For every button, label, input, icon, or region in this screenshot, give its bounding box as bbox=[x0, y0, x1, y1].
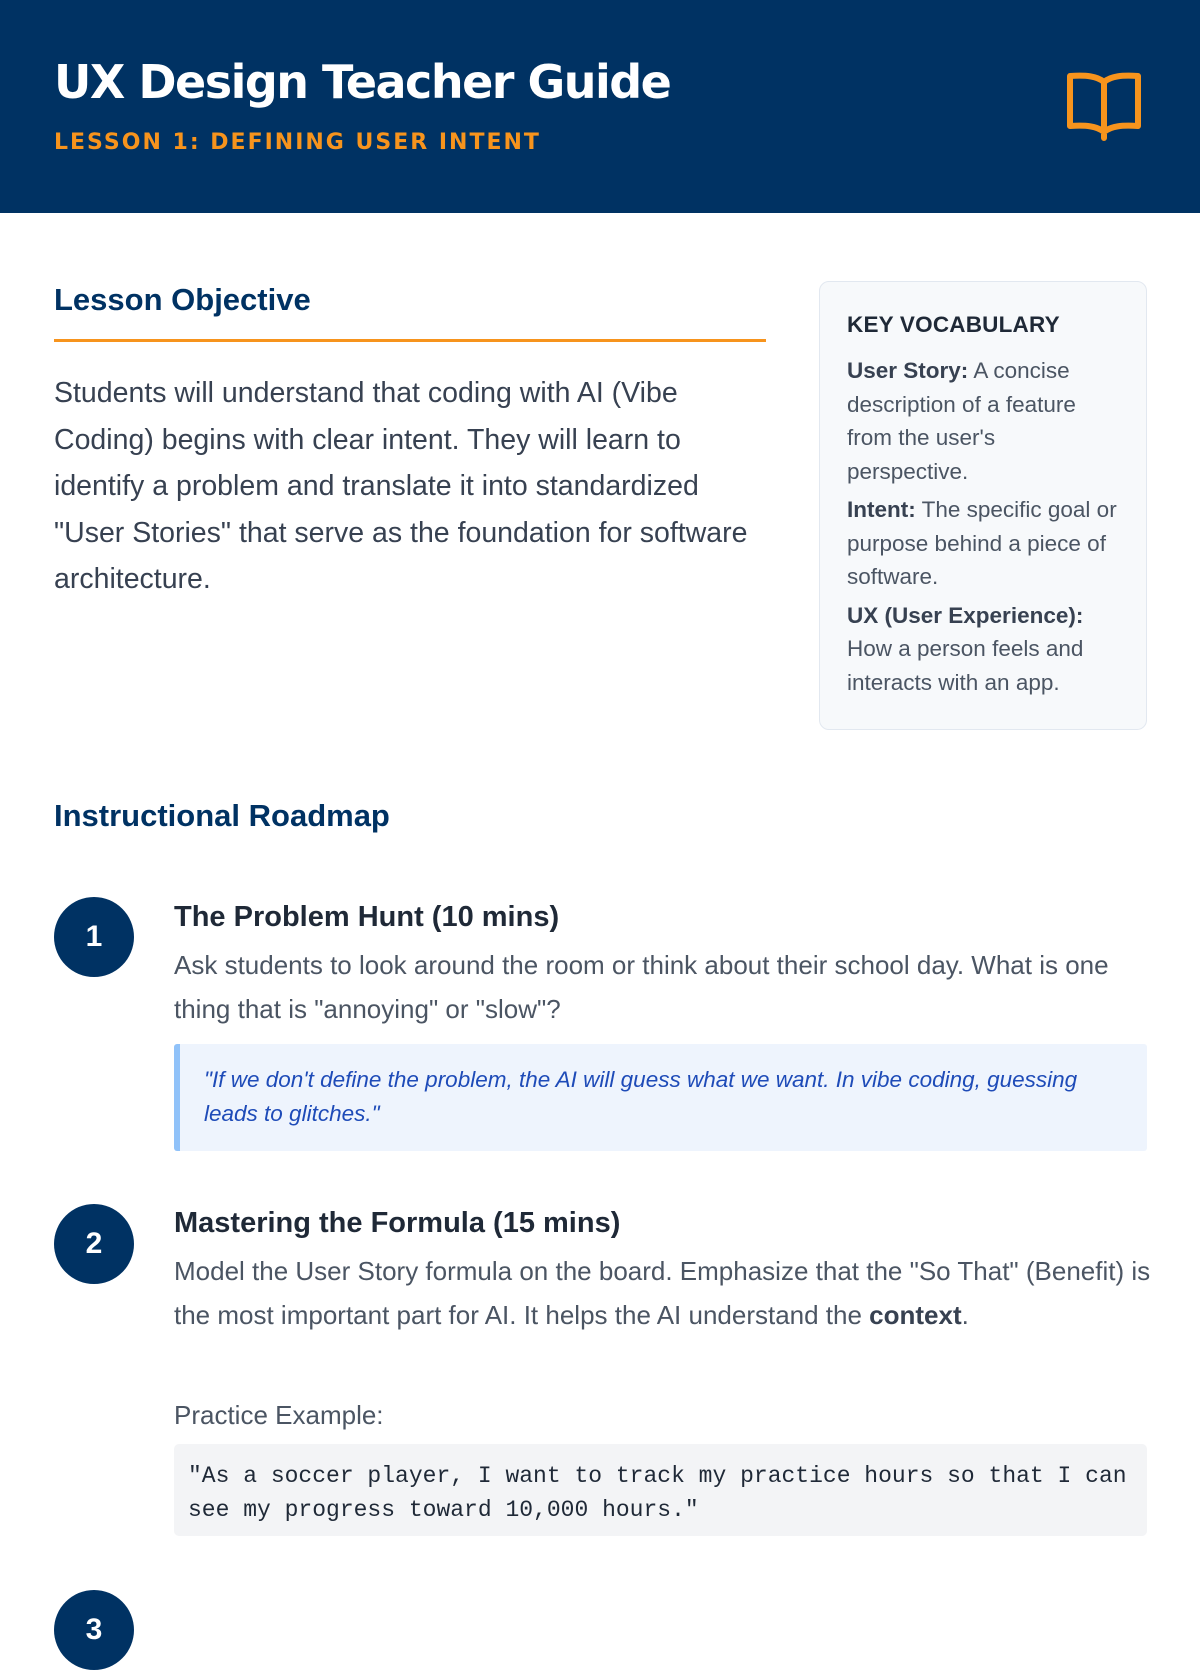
step-description-text: Model the User Story formula on the board. Emphasize that the "So That" (Benefit) is the most important part for AI. It helps the AI understand the bbox=[174, 1256, 1151, 1330]
practice-example-code: "As a soccer player, I want to track my practice hours so that I can see my progress toward 10,000 hours." bbox=[174, 1444, 1147, 1536]
step-description-text: . bbox=[961, 1299, 969, 1330]
step-title: Mastering the Formula (15 mins) bbox=[174, 1207, 621, 1239]
page-title: UX Design Teacher Guide bbox=[54, 55, 671, 109]
objective-text: Students will understand that coding with AI (Vibe Coding) begins with clear intent. They will learn to identify a problem and translate it into standardized "User Stories" that serve as the foundation for software architecture. bbox=[54, 377, 748, 595]
step-description-emphasis: context bbox=[869, 1299, 962, 1330]
step-description: Ask students to look around the room or think about their school day. What is one thing that is "annoying" or "slow"? bbox=[174, 950, 1109, 1024]
key-vocabulary-card bbox=[819, 281, 1147, 730]
vocabulary-term: User Story: bbox=[847, 358, 969, 383]
lesson-subtitle: LESSON 1: DEFINING USER INTENT bbox=[54, 130, 541, 155]
roadmap-heading: Instructional Roadmap bbox=[54, 798, 390, 833]
step-number-badge: 2 bbox=[54, 1204, 134, 1284]
step-description bbox=[174, 1250, 1154, 1337]
vocabulary-item bbox=[847, 354, 1120, 488]
practice-example-label: Practice Example: bbox=[174, 1400, 384, 1430]
objective-divider bbox=[54, 339, 766, 342]
step-title: The Problem Hunt (10 mins) bbox=[174, 901, 560, 933]
vocabulary-term: Intent: bbox=[847, 497, 916, 522]
book-open-icon bbox=[1066, 70, 1142, 142]
vocabulary-title: KEY VOCABULARY bbox=[847, 312, 1060, 337]
objective-heading: Lesson Objective bbox=[54, 282, 311, 317]
step-number-badge: 3 bbox=[54, 1590, 134, 1670]
vocabulary-definition: The specific goal or purpose behind a piece of software. bbox=[847, 497, 1117, 589]
page-header bbox=[0, 0, 1200, 213]
teacher-quote-callout: "If we don't define the problem, the AI will guess what we want. In vibe coding, guessing leads to glitches." bbox=[174, 1044, 1147, 1151]
vocabulary-definition: How a person feels and interacts with an app. bbox=[847, 636, 1084, 695]
step-number-badge: 1 bbox=[54, 897, 134, 977]
vocabulary-term: UX (User Experience): bbox=[847, 602, 1084, 628]
vocabulary-item bbox=[847, 493, 1120, 594]
vocabulary-item bbox=[847, 599, 1120, 700]
vocabulary-definition: A concise description of a feature from the user's perspective. bbox=[847, 358, 1076, 484]
